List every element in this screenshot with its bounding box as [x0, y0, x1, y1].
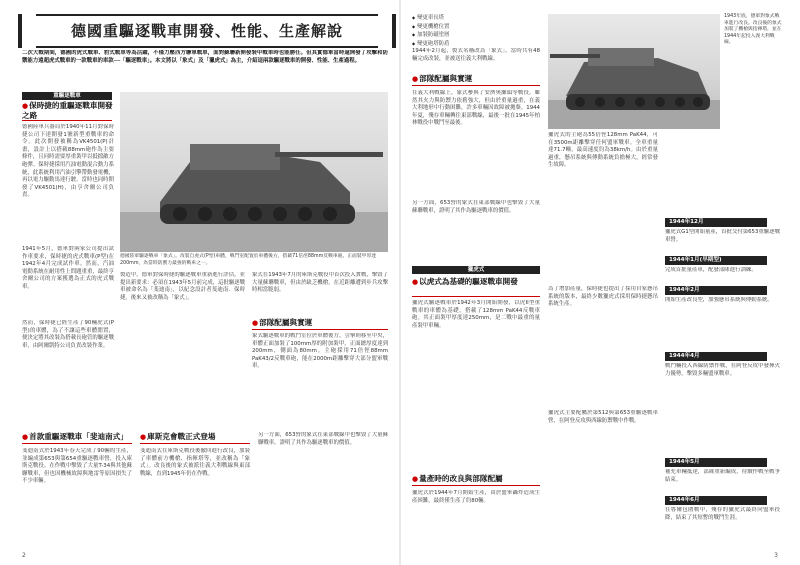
- col2-text-c: 象式在1943年7月的庫斯克戰役中首次投入實戰，擊毀了大量蘇聯戰車，但由於缺乏機槍，在近距離遭到步兵攻擊時相當脆弱。: [252, 272, 388, 294]
- title-frame: [22, 14, 392, 48]
- timeline-bar-5: 1944年5月: [665, 458, 767, 467]
- col4-text-b: 為了增加產量，保時捷也提出了採用自家懸吊系統的版本，最終少數獵虎式採用保時捷懸吊系統生產。: [548, 286, 658, 308]
- timeline-text-4: 戰鬥輛投入西線防禦作戰，在阿登反攻中發揮火力優勢，擊毀多輛盟軍戰車。: [665, 363, 780, 377]
- timeline-bar-1: 1944年12月: [665, 218, 767, 227]
- timeline-bar-3: 1944年2月: [665, 286, 767, 295]
- bullet-item: ◆ 加裝防磁塗層: [412, 31, 540, 40]
- bullet-icon: ●: [22, 102, 29, 110]
- section-bar-ferdinand: 重驅逐戰車: [22, 92, 112, 100]
- bullet-icon: ●: [252, 319, 259, 327]
- section-head-elefant: ●首款重驅逐戰車「斐迪南式」: [22, 432, 128, 441]
- col1-text-a: 德國陸軍兵器局於1940年11月對保時捷公司下達開發1號新型重戰車的命令。此次開發被稱為VK4501(P)計畫，設計上以搭載88mm砲作為主要條件，且同時需要厚重裝甲以抵擋敵方砲彈。保時捷採用汽油電動混合動力系統，此系統利用汽油引擎帶動發電機，再以電力驅動馬達行駛。當時也同時開發了VK4501(H)，由亨舍爾公司負責。: [22, 124, 114, 199]
- section-divider: [412, 485, 540, 486]
- section-divider: [412, 296, 540, 297]
- photo-elefant: [120, 92, 388, 252]
- col1-text-b: 1941年5月，德軍對兩家公司提出試作車要求，保時捷的虎式戰車(P型)在1942年4月完成試作車。然而，汽油電動系統在耐用性上問題重重，最終亨舍爾公司的方案獲選為正式的虎式戰車。: [22, 246, 114, 290]
- section-head-production: ●庫斯克會戰正式登場: [140, 432, 216, 441]
- bullet-icon: ●: [412, 278, 419, 286]
- timeline-text-2: 完成首批量產車，配發部隊進行訓練。: [665, 267, 757, 273]
- section-head-improve: ●部隊配屬與實運: [252, 318, 313, 327]
- bullet-item: ◆ 變更車長塔: [412, 14, 540, 23]
- tank-illustration: [548, 14, 720, 129]
- article-title: 德國重驅逐戰車開發、性能、生產解說: [70, 22, 343, 40]
- bullet-icon: ●: [412, 75, 419, 83]
- col4-text-c: 獵虎式主要配屬於第512與第653重驅逐戰車營，在阿登反攻與西線防禦戰中作戰。: [548, 410, 658, 424]
- col1-text-d: 斐迪南式於1943年春天完成了90輛的生產，並編成第653與第654重驅逐戰車營，投入庫斯克戰役。在作戰中擊毀了大量T-34與其他蘇聯戰車，但也因機械故障與地雷等原因損失了不少車輛。: [22, 448, 132, 485]
- col3-text-e: 獵虎式於1944年7月開始生產，由於盟軍轟炸造成生產困難，最終僅生產了約80輛。: [412, 490, 540, 504]
- page-number-left: 2: [22, 552, 26, 559]
- timeline-bar-4: 1944年4月: [665, 352, 767, 361]
- section-head-deployment: ●部隊配屬與實運: [412, 74, 473, 83]
- bullet-icon: ●: [412, 475, 419, 483]
- timeline-text-5: 補充車輛抵達，部隊重新編成，持續作戰至戰爭結束。: [665, 469, 780, 483]
- timeline-text-6: 在魯爾包圍戰中，殘存的獵虎式最終向盟軍投降，結束了其短暫的戰鬥生涯。: [665, 507, 780, 521]
- photo-jagdtiger: [548, 14, 720, 129]
- bullet-item: ◆ 變更機槍位置: [412, 23, 540, 32]
- section-bar-hunting: 獵虎式: [412, 266, 540, 274]
- section-divider: [252, 329, 388, 330]
- photo-caption: 德國陸軍驅逐戰車「象式」。改裝自虎式(P型)車體，戰鬥室配置於車體後方，搭載71倍徑88mm反戰車砲。正面裝甲厚達200mm，為當時防禦力最強的戰車之一。: [120, 254, 377, 266]
- bullet-list-top: [412, 14, 540, 48]
- timeline-bar-6: 1944年6月: [665, 496, 767, 505]
- photo-caption-right: 1943年底，德軍對象式戰車進行改良。改良後的象式加裝了機槍與指揮塔，並在1944年起投入義大利戰線。: [724, 14, 782, 46]
- intro-paragraph: 二次大戰期間，德國的虎式戰車、豹式戰車等為活躍，不僅力壓西方聯軍戰車，面對蘇聯新開發裝甲戰車時也能勝任。但其實德軍當時還開發了攻擊和防禦能力遠超虎式戰車的一款戰車的車款──「驅逐戰車」。本文將以「象式」及「獵虎式」為主，介紹這兩款驅逐戰車的開發、性能、生產過程。: [22, 50, 388, 64]
- col2-text-b: 象式驅逐戰車的戰鬥室位於車體後方，引擎則移至中央，車體正面加裝了100mm厚的附加裝甲，正面總厚度達到200mm，側面為80mm。主砲採用71倍徑88mm PaK43/2反戰車砲，能在2000m距離擊穿大部分盟軍戰車。: [252, 333, 388, 370]
- timeline-text-3: 開始生產改良型，加強懸吊系統與傳動系統。: [665, 297, 773, 303]
- col2-text-e: 另一方面，653營的象式在東部戰線中也擊毀了大量蘇聯戰車，證明了其作為驅逐戰車的價值。: [258, 432, 388, 446]
- tank-illustration: [120, 92, 388, 252]
- bullet-item: ◆ 變更砲塔防盾: [412, 40, 540, 49]
- col4-text-a: 獵虎式的主砲為55倍徑128mm PaK44，可在3500m距離擊穿任何盟軍戰車。全車重量達71.7噸，最高速度約為38km/h。由於重量過重，懸吊系統與傳動系統負擔極大，經常發生故障。: [548, 132, 658, 169]
- col2-text-a: 製造中，德軍對保時捷的驅逐戰車重新進行評估，並提出新要求：必須在1943年5月前完成，這批驅逐戰車被命名為「斐迪南」，以紀念設計者斐迪南．保時捷。後來又被改稱為「象式」。: [120, 272, 245, 301]
- col3-text-a: 1944年2月起，製式名稱改為「象式」，當時共有48輛完成改裝，並被送往義大利戰線。: [412, 48, 540, 62]
- section-head-hunting-production: ●量產時的改良與部隊配屬: [412, 474, 503, 483]
- col3-text-c: 另一方面，653營的象式在東部戰線中也擊毀了大量蘇聯戰車，證明了其作為驅逐戰車的價值。: [412, 200, 540, 214]
- section-divider: [412, 85, 540, 86]
- col2-text-d: 斐迪南式在庫斯克戰役後撤回進行改良，加裝了車體前方機槍、指揮塔等，並改稱為「象式」。改良後的象式被派往義大利戰線與東部戰線，直到1945年仍在作戰。: [140, 448, 250, 477]
- timeline-text-1: 獵虎式G1型開始量產，首批交付第653重驅逐戰車營。: [665, 229, 780, 243]
- section-divider: [22, 443, 132, 444]
- section-divider: [140, 443, 250, 444]
- bullet-icon: ●: [140, 433, 147, 441]
- bullet-icon: ●: [22, 433, 29, 441]
- col1-text-c: 然而，保時捷已經生產了90輛虎式(P型)的車體，為了不讓這些車體閒置，便決定將其改裝為搭載長砲管的驅逐戰車，由阿爾凱特公司負責改裝作業。: [22, 320, 114, 349]
- section-head-ferdinand: ●保時捷的重驅逐戰車開發之路: [22, 101, 113, 120]
- col3-text-d: 獵虎式驅逐戰車於1942年3月開始開發，以虎II型重戰車的車體為基礎，搭載了128mm PaK44反戰車砲。其正面裝甲厚度達250mm，是二戰中最重的量產裝甲車輛。: [412, 300, 540, 329]
- section-head-hunting: ●以虎式為基礎的驅逐戰車開發: [412, 277, 518, 286]
- page-number-right: 3: [774, 552, 778, 559]
- timeline-bar-2: 1944年1月(早期型): [665, 256, 767, 265]
- col3-text-b: 在義大利戰線上，象式參與了安濟奧灘頭等戰役。雖然其火力與防禦力依舊強大，但由於重量過重，在義大利地形中行動困難，許多車輛因故障被拋棄。1944年夏，殘存車輛轉往東部戰線，最後一批在1945年柏林戰役中戰鬥至最後。: [412, 90, 540, 127]
- page-gutter: [399, 0, 401, 565]
- section-divider: [22, 120, 112, 121]
